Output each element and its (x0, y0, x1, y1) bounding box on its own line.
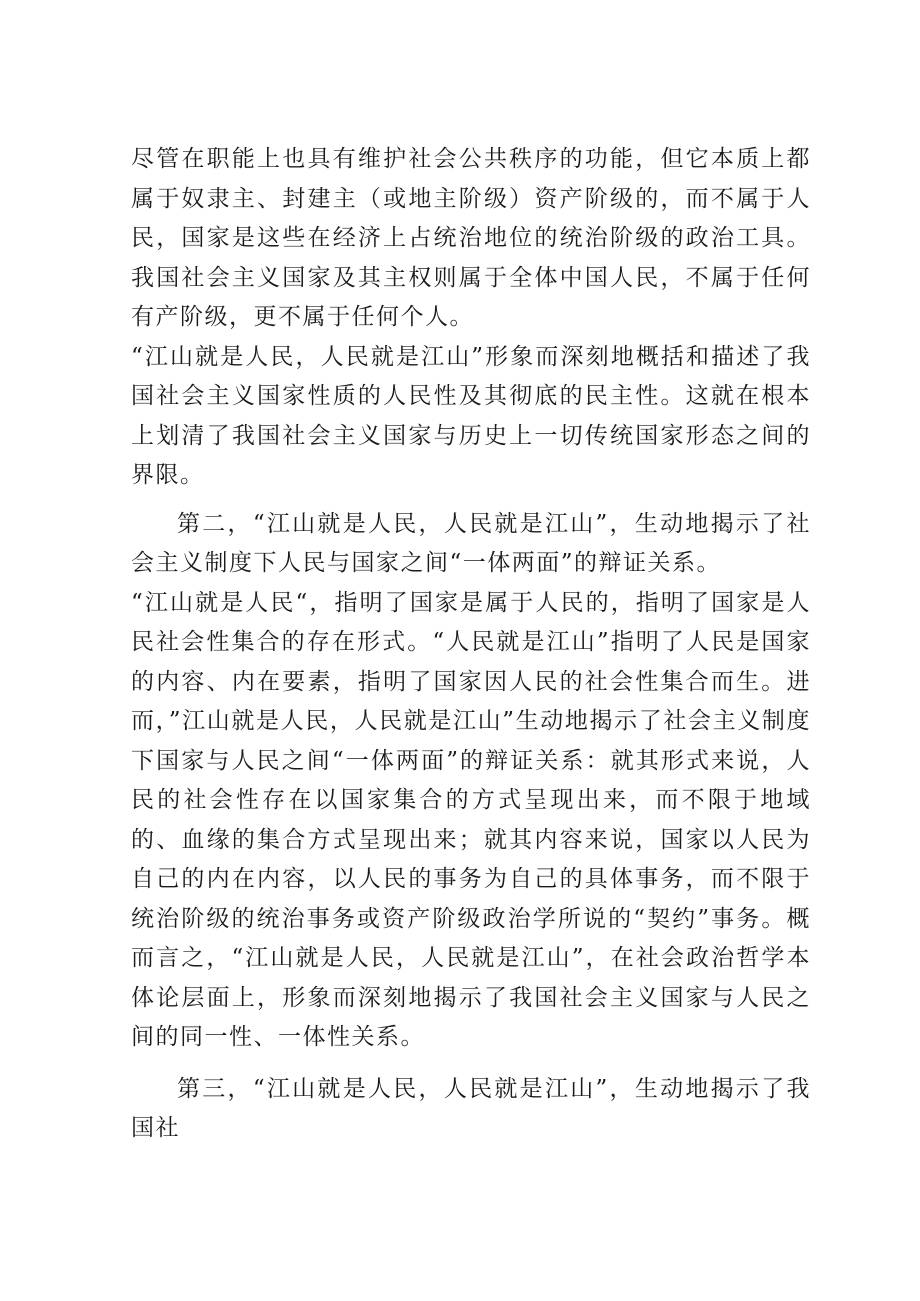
paragraph-dialectic-relation: “江山就是人民“，指明了国家是属于人民的，指明了国家是人民社会性集合的存在形式。“人民就是江山”指明了人民是国家的内容、内在要素，指明了国家因人民的社会性集合而生。进而，”江山就是人民，人民就是江山”生动地揭示了社会主义制度下国家与人民之间“一体两面”的辩证关系：就其形式来说，人民的社会性存在以国家集合的方式呈现出来，而不限于地域的、血缘的集合方式呈现出来；就其内容来说，国家以人民为自己的内在内容，以人民的事务为自己的具体事务，而不限于统治阶级的统治事务或资产阶级政治学所说的“契约”事务。概而言之，“江山就是人民，人民就是江山”，在社会政治哲学本体论层面上，形象而深刻地揭示了我国社会主义国家与人民之间的同一性、一体性关系。 (131, 589, 811, 1050)
paragraph-third-point: 第三，“江山就是人民，人民就是江山”，生动地揭示了我国社 (131, 1075, 811, 1141)
paragraph-people-nature: “江山就是人民，人民就是江山”形象而深刻地概括和描述了我国社会主义国家性质的人民性及其彻底的民主性。这就在根本上划清了我国社会主义国家与历史上一切传统国家形态之间的界限。 (131, 343, 811, 488)
paragraph-state-class-nature: 尽管在职能上也具有维护社会公共秩序的功能，但它本质上都属于奴隶主、封建主（或地主阶级）资产阶级的，而不属于人民，国家是这些在经济上占统治地位的统治阶级的政治工具。我国社会主义国家及其主权则属于全体中国人民，不属于任何有产阶级，更不属于任何个人。 (131, 146, 811, 330)
paragraph-second-point: 第二，“江山就是人民，人民就是江山”，生动地揭示了社会主义制度下人民与国家之间“一体两面”的辩证关系。 (131, 510, 811, 576)
document-body (131, 140, 811, 1149)
